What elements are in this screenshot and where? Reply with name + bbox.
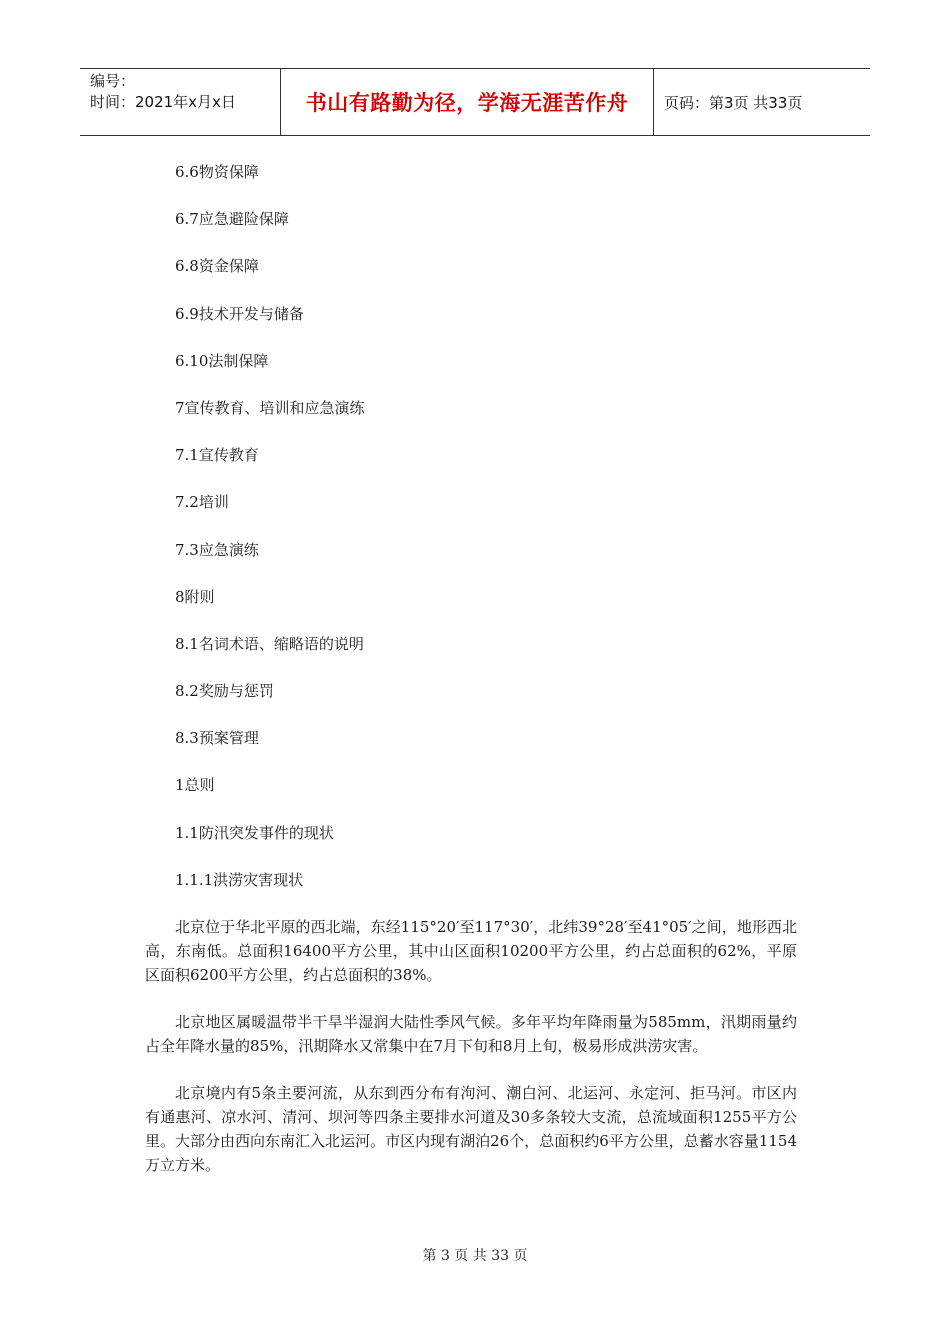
header-page-info: 页码：第3页 共33页 bbox=[664, 93, 803, 112]
toc-item: 7.3应急演练 bbox=[175, 540, 259, 559]
toc-item: 7.2培训 bbox=[175, 493, 229, 512]
toc-item: 6.6物资保障 bbox=[175, 163, 259, 181]
toc-item: 8.2奖励与惩罚 bbox=[175, 682, 274, 701]
toc-item: 6.7应急避险保障 bbox=[175, 210, 289, 229]
date-label: 时间：2021年x月x日 bbox=[90, 93, 236, 111]
toc-item: 8附则 bbox=[175, 587, 215, 606]
table-of-contents bbox=[175, 158, 365, 913]
toc-item: 8.3预案管理 bbox=[175, 729, 259, 748]
paragraph-geography: 北京位于华北平原的西北端，东经115°20′至117°30′，北纬39°28′至41°05′之间，地形西北高，东南低。总面积16400平方公里，其中山区面积10200平方公里，约占总面积的62%，平原区面积6200平方公里，约占总面积的38%。 bbox=[145, 918, 797, 984]
header-meta bbox=[80, 69, 281, 135]
paragraph-climate: 北京地区属暖温带半干旱半湿润大陆性季风气候。多年平均年降雨量为585mm，汛期雨量约占全年降水量的85%，汛期降水又常集中在7月下旬和8月上旬，极易形成洪涝灾害。 bbox=[145, 1013, 797, 1055]
header-motto: 书山有路勤为径，学海无涯苦作舟 bbox=[281, 69, 654, 135]
toc-item: 6.8资金保障 bbox=[175, 257, 259, 276]
serial-label: 编号： bbox=[90, 72, 136, 90]
toc-item: 1.1防汛突发事件的现状 bbox=[175, 823, 334, 842]
toc-item: 1总则 bbox=[175, 776, 215, 795]
toc-item: 7.1宣传教育 bbox=[175, 446, 259, 465]
page-header bbox=[80, 68, 870, 136]
page-footer: 第 3 页 共 33 页 bbox=[422, 1248, 528, 1264]
toc-item: 1.1.1洪涝灾害现状 bbox=[175, 870, 304, 889]
toc-item: 6.10法制保障 bbox=[175, 351, 269, 370]
paragraph-rivers: 北京境内有5条主要河流，从东到西分布有泃河、潮白河、北运河、永定河、拒马河。市区内有通惠河、凉水河、清河、坝河等四条主要排水河道及30多条较大支流，总流域面积1255平方公里。大部分由西向东南汇入北运河。市区内现有湖泊26个，总面积约6平方公里，总蓄水容量1154万立方米。 bbox=[145, 1084, 797, 1174]
body-text bbox=[145, 915, 797, 1200]
toc-item: 6.9技术开发与储备 bbox=[175, 304, 304, 323]
toc-item: 7宣传教育、培训和应急演练 bbox=[175, 398, 365, 417]
toc-item: 8.1名词术语、缩略语的说明 bbox=[175, 634, 364, 653]
